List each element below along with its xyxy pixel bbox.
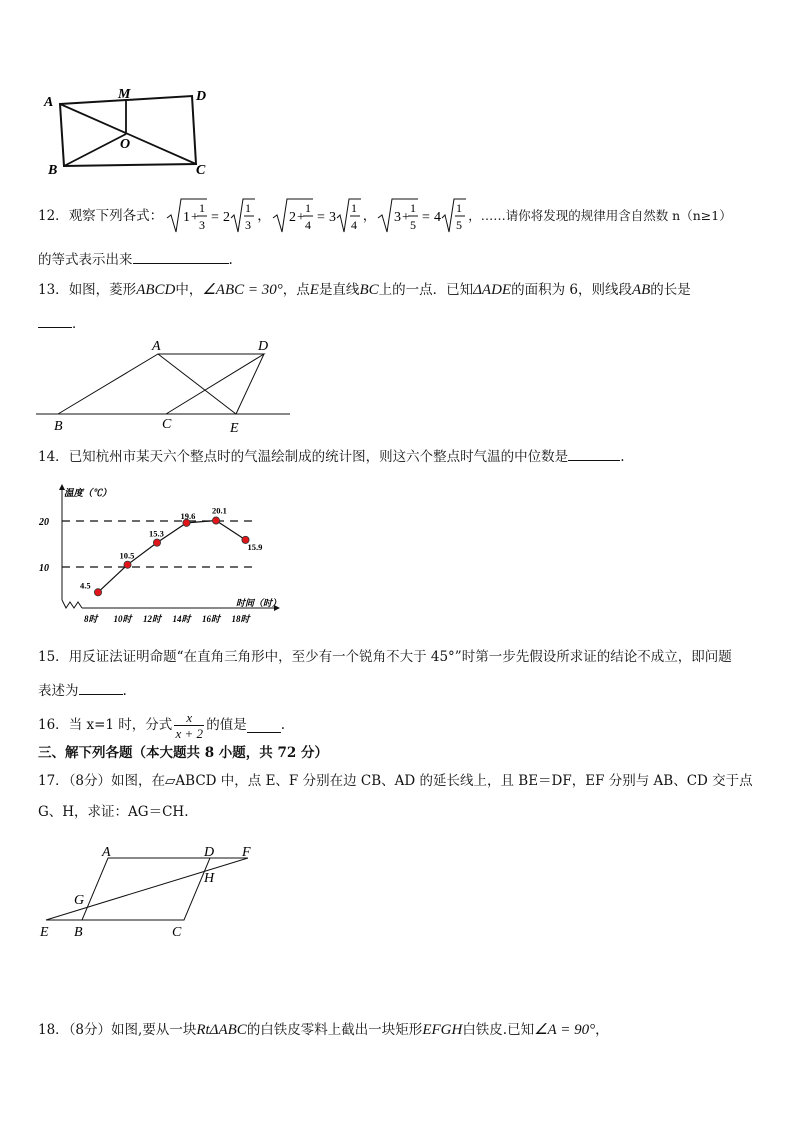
svg-text:5: 5 (456, 218, 463, 232)
label-E: E (40, 925, 49, 940)
data-point (94, 589, 101, 596)
answer-blank[interactable] (247, 718, 281, 733)
y-tick-label: 20 (39, 517, 49, 528)
svg-text:3: 3 (245, 218, 252, 232)
figure-q17-parallelogram (36, 844, 266, 940)
question-12-line1: 12． 观察下列各式： 1 + 1 3 = 2 1 3 ， 2 + 1 4 = 3 1 4 ， 3 + 1 5 = 4 1 5 ，……请你将发现的规律用含自然数 n（n≥1） (38, 196, 732, 236)
question-13-line1: 13．如图，菱形ABCD中，∠ABC = 30°，点E是直线BC上的一点．已知ΔADE的面积为 6，则线段AB的长是 (38, 282, 691, 298)
svg-text:4: 4 (304, 218, 311, 232)
svg-text:1: 1 (304, 201, 311, 215)
label-D: D (258, 339, 269, 354)
svg-text:4: 4 (350, 218, 357, 232)
label-O: O (120, 137, 131, 152)
label-M: M (118, 87, 131, 102)
question-15-line2: 表述为 . (38, 680, 127, 700)
question-12-line2: 的等式表示出来 . (38, 249, 233, 269)
answer-blank[interactable] (133, 249, 229, 264)
label-H: H (204, 871, 215, 886)
question-13-line2: ． (38, 313, 86, 333)
answer-blank[interactable] (79, 680, 123, 695)
x-tick-label: 8时 (84, 614, 98, 624)
svg-text:1: 1 (456, 201, 463, 215)
svg-text:1: 1 (199, 201, 206, 215)
svg-text:=: = (316, 210, 325, 225)
svg-text:5: 5 (410, 218, 417, 232)
x-tick-label: 12时 (143, 614, 162, 624)
question-16: 16． 当 x=1 时，分式 x x + 2 的值是 . (38, 709, 286, 741)
label-E: E (230, 421, 239, 434)
svg-text:1: 1 (410, 201, 417, 215)
answer-blank[interactable] (38, 313, 72, 328)
radical-eq1 (165, 196, 257, 236)
svg-text:4: 4 (434, 210, 442, 225)
y-tick-label: 10 (39, 563, 49, 574)
label-G: G (74, 893, 85, 908)
y-axis-label: 温度（℃） (64, 489, 112, 499)
data-label: 4.5 (80, 580, 91, 591)
svg-text:=: = (422, 210, 431, 225)
question-15-line1: 15．用反证法证明命题“在直角三角形中，至少有一个锐角不大于 45°”时第一步先假设所求证的结论不成立，即问题 (38, 649, 732, 665)
svg-text:1: 1 (183, 210, 191, 225)
question-18: 18．（8分）如图,要从一块RtΔABC的白铁皮零料上截出一块矩形EFGH白铁皮.已知∠A = 90°， (38, 1022, 609, 1038)
label-A: A (102, 845, 111, 860)
data-label: 20.1 (212, 505, 227, 516)
data-point (212, 517, 219, 524)
label-D: D (196, 89, 207, 104)
svg-text:2: 2 (223, 210, 231, 225)
answer-blank[interactable] (568, 446, 620, 461)
svg-text:1: 1 (350, 201, 357, 215)
label-C: C (172, 925, 182, 940)
x-axis-label: 时间（时） (236, 598, 282, 608)
question-17-line2: G、H，求证：AG＝CH. (38, 804, 189, 820)
label-C: C (196, 163, 206, 178)
svg-text:3: 3 (199, 218, 206, 232)
axis-break (62, 600, 82, 608)
svg-text:2: 2 (288, 210, 296, 225)
svg-text:+: + (296, 210, 305, 225)
question-17-line1: 17．（8分）如图，在▱ABCD 中，点 E、F 分别在边 CB、AD 的延长线上，且 BE＝DF，EF 分别与 AB、CD 交于点 (38, 773, 753, 789)
x-tick-label: 10时 (113, 614, 132, 624)
svg-text:=: = (211, 210, 220, 225)
label-D: D (204, 845, 215, 860)
question-tail: ，……请你将发现的规律用含自然数 n（n≥1） (468, 208, 732, 223)
data-point (153, 539, 160, 546)
x-tick-label: 16时 (202, 614, 221, 624)
question-number: 12． (38, 208, 69, 224)
question-lead: 观察下列各式： (68, 208, 164, 224)
x-tick-label: 14时 (172, 614, 191, 624)
data-label: 10.5 (119, 550, 135, 561)
svg-text:+: + (191, 210, 200, 225)
label-A: A (44, 95, 54, 110)
svg-text:3: 3 (394, 210, 402, 225)
svg-text:+: + (402, 210, 411, 225)
temperature-line-chart (36, 482, 286, 628)
question-14: 14．已知杭州市某天六个整点时的气温绘制成的统计图，则这六个整点时气温的中位数是 . (38, 446, 624, 466)
data-label: 15.9 (247, 541, 263, 552)
data-label: 15.3 (149, 528, 164, 539)
data-label: 19.6 (180, 510, 196, 521)
x-tick-label: 18时 (231, 614, 250, 624)
section-3-title: 三、解下列各题（本大题共 8 小题，共 72 分） (38, 745, 328, 761)
svg-text:1: 1 (245, 201, 252, 215)
label-B: B (74, 925, 83, 940)
label-C: C (162, 417, 172, 432)
radical-eq3 (376, 196, 468, 236)
svg-text:3: 3 (328, 210, 336, 225)
data-point (124, 561, 131, 568)
label-F: F (242, 845, 251, 860)
label-A: A (152, 339, 161, 354)
radical-eq2 (271, 196, 363, 236)
label-B: B (48, 163, 58, 178)
label-B: B (54, 419, 63, 434)
figure-q11-quadrilateral (40, 84, 220, 180)
fraction: x x + 2 (175, 709, 204, 741)
figure-q13-rhombus (36, 338, 292, 434)
